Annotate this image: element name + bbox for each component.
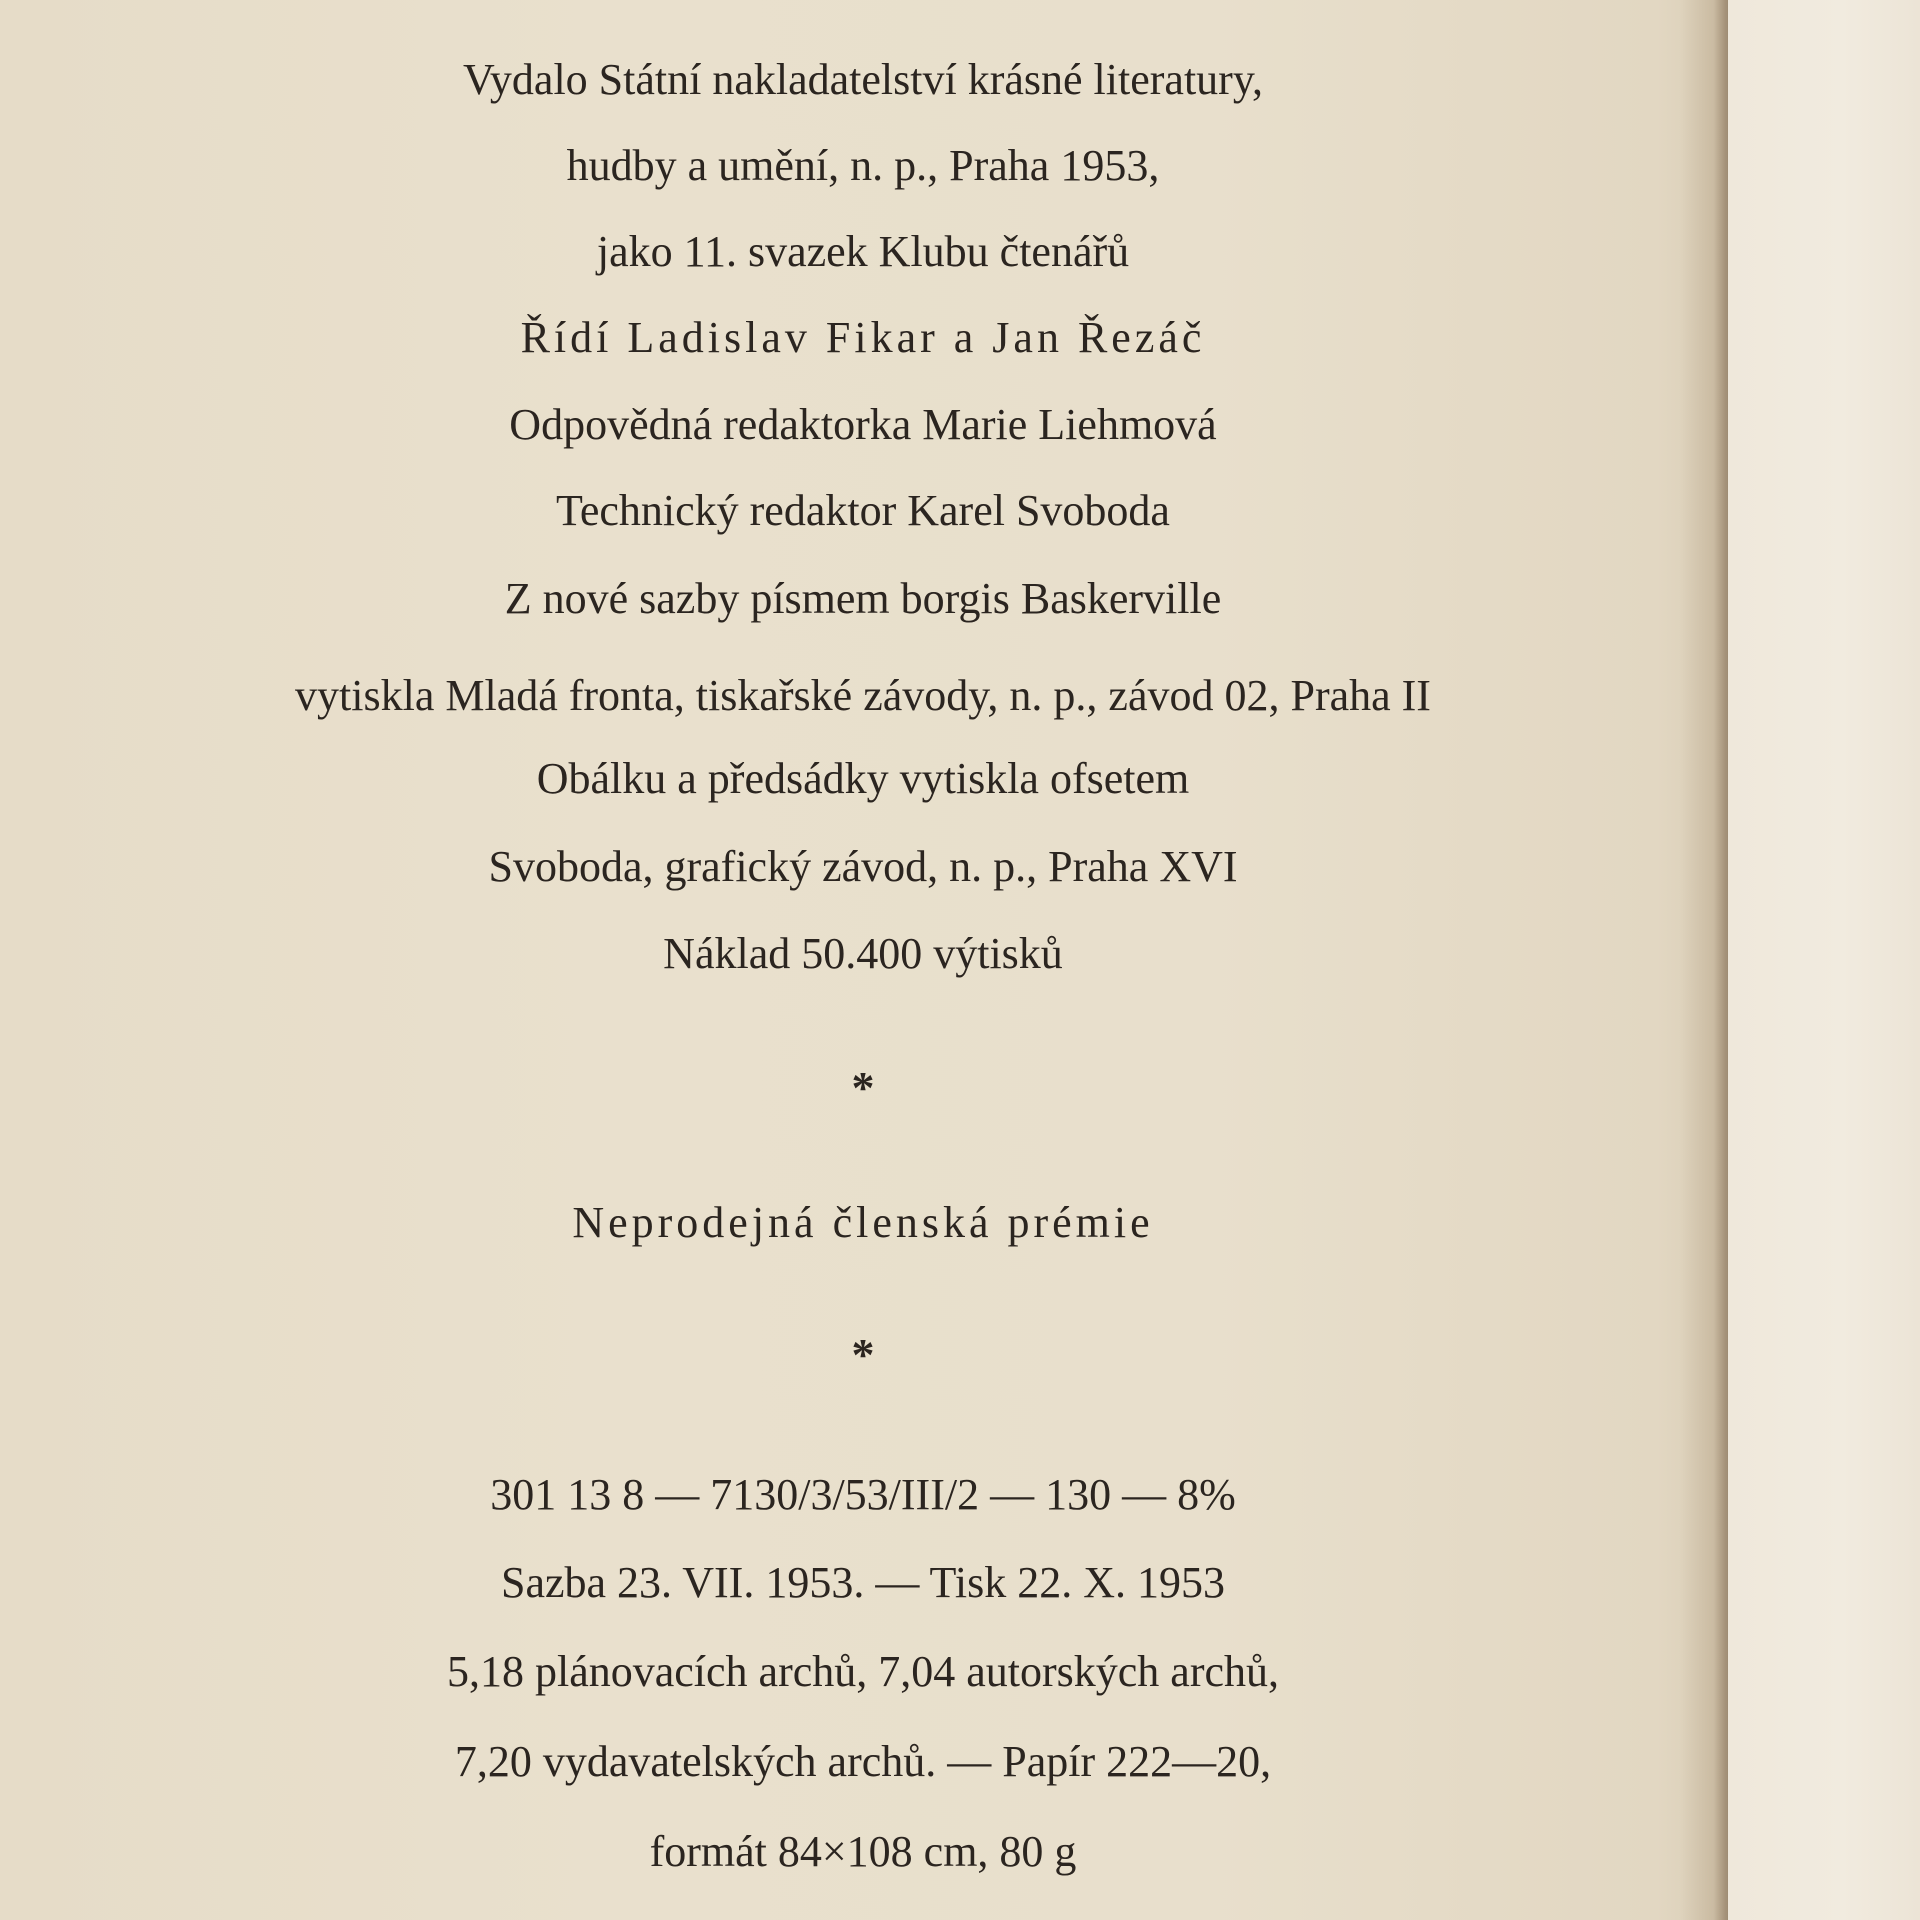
printing-detail-format: formát 84×108 cm, 80 g	[649, 1827, 1077, 1876]
background-surface	[1728, 0, 1920, 1920]
separator-asterisk: *	[851, 1329, 875, 1380]
printing-detail-sheets: 5,18 plánovacích archů, 7,04 autorských archů,	[446, 1647, 1280, 1696]
printing-detail-code: 301 13 8 — 7130/3/53/III/2 — 130 — 8%	[490, 1470, 1236, 1519]
separator-asterisk: *	[851, 1062, 875, 1113]
printing-detail-paper: 7,20 vydavatelských archů. — Papír 222—20,	[454, 1737, 1272, 1786]
colophon-line-cover-printer: Svoboda, grafický závod, n. p., Praha XVI	[488, 842, 1238, 891]
colophon-line-responsible-editor: Odpovědná redaktorka Marie Liehmová	[509, 400, 1217, 449]
colophon-line-typeset: Z nové sazby písmem borgis Baskerville	[504, 574, 1222, 623]
colophon-line-series: jako 11. svazek Klubu čtenářů	[596, 227, 1130, 276]
colophon-line-publisher-cont: hudby a umění, n. p., Praha 1953,	[566, 141, 1160, 190]
premium-note: Neprodejná členská prémie	[572, 1198, 1154, 1247]
colophon-line-print-run: Náklad 50.400 výtisků	[663, 929, 1063, 978]
colophon-line-editors: Řídí Ladislav Fikar a Jan Řezáč	[520, 313, 1206, 362]
colophon-line-publisher: Vydalo Státní nakladatelství krásné literatury,	[463, 55, 1263, 104]
colophon-line-technical-editor: Technický redaktor Karel Svoboda	[556, 486, 1170, 535]
colophon-line-cover: Obálku a předsádky vytiskla ofsetem	[536, 754, 1190, 803]
printing-detail-dates: Sazba 23. VII. 1953. — Tisk 22. X. 1953	[500, 1558, 1225, 1607]
colophon-line-printer: vytiskla Mladá fronta, tiskařské závody, n. p., závod 02, Praha II	[295, 671, 1431, 720]
